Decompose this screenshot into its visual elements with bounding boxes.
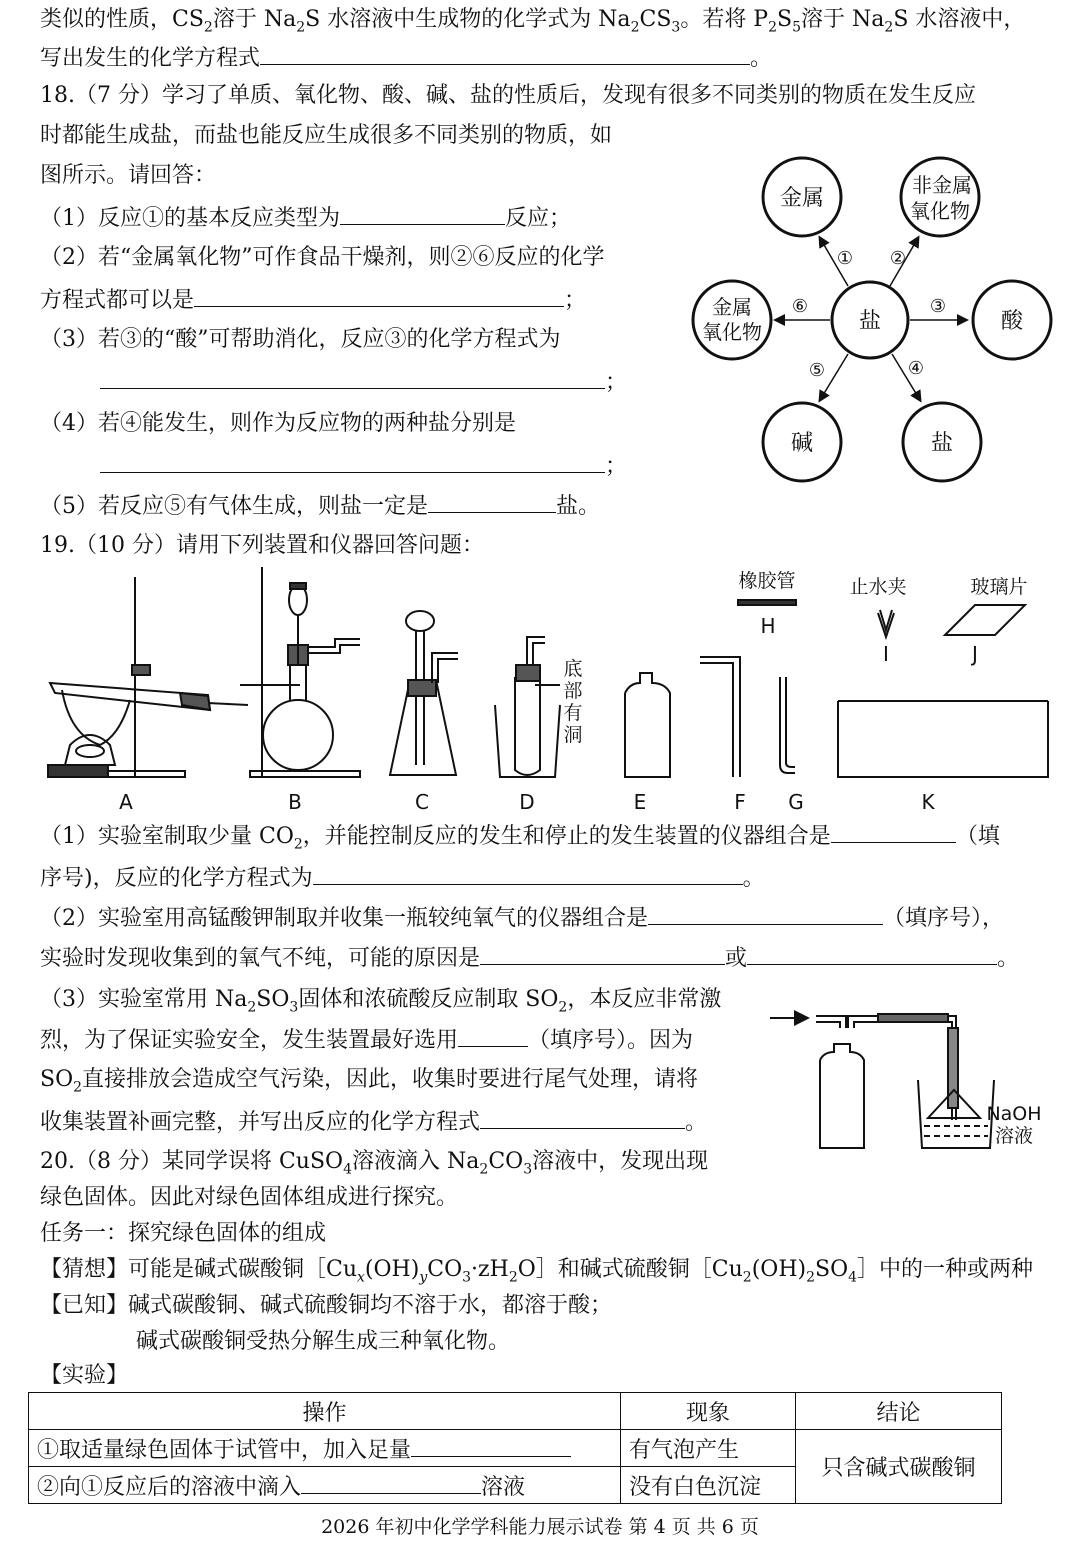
- num-2: ②: [889, 248, 907, 269]
- q18-part3: （3）若③的“酸”可帮助消化，反应③的化学方程式为: [40, 327, 561, 352]
- answer-blank[interactable]: [648, 904, 883, 925]
- answer-blank[interactable]: [480, 944, 725, 965]
- answer-blank[interactable]: [428, 492, 556, 513]
- d-note-1: 底: [563, 658, 583, 680]
- q18-stem3: 图所示。请回答：: [40, 163, 217, 188]
- metal-oxide-label-2: 氧化物: [702, 320, 762, 344]
- q20-exp-heading: 【实验】: [40, 1363, 129, 1388]
- metal-oxide-label-1: 金属: [712, 295, 752, 319]
- answer-blank[interactable]: [260, 44, 750, 65]
- q18-part1: （1）反应①的基本反应类型为 反应；: [40, 206, 572, 231]
- label-f: F: [734, 790, 746, 814]
- salt-reaction-diagram: [680, 150, 1065, 495]
- conclusion-cell: 只含碱式碳酸铜: [796, 1430, 1002, 1504]
- q20-known1: 【已知】碱式碳酸铜、碱式硫酸铜均不溶于水，都溶于酸；: [40, 1293, 613, 1318]
- apparatus-c: [390, 611, 458, 775]
- q19-part2b: 实验时发现收集到的氧气不纯，可能的原因是 或 。: [40, 946, 1020, 971]
- apparatus-figure: [40, 565, 1060, 817]
- answer-blank[interactable]: [747, 944, 997, 965]
- header-operation: 操作: [29, 1393, 621, 1430]
- label-a: A: [119, 790, 133, 814]
- rubber-tube-name: 橡胶管: [738, 570, 796, 592]
- q20-stem2: 绿色固体。因此对绿色固体组成进行探究。: [40, 1185, 459, 1210]
- q19-stem: 19.（10 分）请用下列装置和仪器回答问题：: [40, 533, 484, 558]
- q18-part5: （5）若反应⑤有气体生成，则盐一定是 盐。: [40, 494, 601, 519]
- q18-part2a: （2）若“金属氧化物”可作食品干燥剂，则②⑥反应的化学: [40, 245, 605, 270]
- answer-blank[interactable]: [340, 204, 505, 225]
- rubber-tube: [738, 600, 796, 605]
- answer-blank[interactable]: [313, 864, 743, 885]
- q18-part4: （4）若④能发生，则作为反应物的两种盐分别是: [40, 411, 516, 436]
- label-k: K: [921, 790, 935, 814]
- apparatus-g: [780, 677, 795, 773]
- q18-part3-blank: ；: [100, 368, 627, 397]
- answer-blank[interactable]: [831, 822, 956, 843]
- q18-stem2: 时都能生成盐，而盐也能反应生成很多不同类别的物质，如: [40, 123, 613, 148]
- apparatus-f: [700, 657, 740, 777]
- q19-part3b: 烈，为了保证实验安全，发生装置最好选用 （填序号）。因为: [40, 1028, 694, 1053]
- answer-blank[interactable]: [411, 1436, 571, 1457]
- label-j: J: [972, 642, 978, 666]
- num-1: ①: [836, 248, 854, 269]
- num-4: ④: [907, 358, 925, 379]
- header-phenomenon: 现象: [621, 1393, 796, 1430]
- row1-phenomenon: 有气泡产生: [621, 1430, 796, 1467]
- naoh-label-1: NaOH: [986, 1103, 1042, 1125]
- q17-line1: 类似的性质，$CS_2$溶于 $Na_2S$ 水溶液中生成物的化学式为 $Na_2CS_3$。若将 $P_2S_5$溶于 $Na_2S$ 水溶液中，: [40, 7, 1026, 36]
- nonmetal-label-1: 非金属: [912, 173, 972, 197]
- d-note-2: 部: [563, 680, 583, 702]
- base-label: 碱: [790, 431, 814, 456]
- page-footer: 2026 年初中化学学科能力展示试卷 第 4 页 共 6 页: [321, 1516, 759, 1538]
- clamp: [878, 610, 894, 637]
- q19-part1b: 序号)，反应的化学方程式为 。: [40, 866, 765, 891]
- glass-plate: [945, 605, 1025, 635]
- table-header-row: [29, 1393, 1002, 1430]
- glass-plate-name: 玻璃片: [970, 576, 1028, 598]
- q20-stem1: 20.（8 分）某同学误将 CuSO$_4$溶液滴入 $Na_2CO_3$溶液中，发现出现: [40, 1149, 709, 1178]
- row2-phenomenon: 没有白色沉淀: [621, 1467, 796, 1504]
- num-5: ⑤: [808, 360, 826, 381]
- num-6: ⑥: [791, 296, 809, 317]
- metal-label: 金属: [779, 186, 825, 211]
- label-h: H: [760, 614, 776, 638]
- q17-line2: 写出发生的化学方程式 。: [40, 46, 773, 71]
- header-conclusion: 结论: [796, 1393, 1002, 1430]
- acid-label: 酸: [1000, 309, 1024, 334]
- apparatus-a: [48, 577, 248, 777]
- naoh-label-2: 溶液: [994, 1125, 1034, 1147]
- q19-part2a: （2）实验室用高锰酸钾制取并收集一瓶较纯氧气的仪器组合是 （填序号），: [40, 906, 1005, 931]
- q19-part3d: 收集装置补画完整，并写出反应的化学方程式 。: [40, 1110, 708, 1135]
- label-b: B: [288, 790, 302, 814]
- q19-part3c: $SO_2$直接排放会造成空气污染，因此，收集时要进行尾气处理，请将: [40, 1067, 699, 1096]
- q18-part2b: 方程式都可以是 ；: [40, 288, 587, 313]
- apparatus-d: [495, 637, 560, 777]
- experiment-table: [28, 1392, 1002, 1504]
- salt-label: 盐: [930, 431, 954, 456]
- so2-collection-setup: [768, 1000, 1068, 1155]
- center-label: 盐: [858, 309, 882, 334]
- answer-blank[interactable]: [100, 452, 605, 473]
- clamp-name: 止水夹: [849, 576, 907, 598]
- q18-part4-blank: ；: [100, 452, 627, 481]
- q19-part3a: （3）实验室常用 $Na_2SO_3$固体和浓硫酸反应制取 $SO_2$，本反应非常激: [40, 987, 722, 1016]
- label-i: I: [883, 642, 889, 666]
- row2-operation: ②向①反应后的溶液中滴入 溶液: [29, 1467, 621, 1504]
- label-d: D: [519, 790, 535, 814]
- table-row: [29, 1430, 1002, 1467]
- nonmetal-label-2: 氧化物: [910, 199, 970, 223]
- answer-blank[interactable]: [194, 286, 564, 307]
- apparatus-k: [838, 701, 1048, 777]
- nonmetal-oxide-circle: [901, 158, 979, 236]
- label-g: G: [788, 790, 804, 814]
- apparatus-e: [625, 673, 670, 777]
- apparatus-b: [240, 567, 360, 777]
- answer-blank[interactable]: [480, 1108, 685, 1129]
- d-note-3: 有: [563, 702, 583, 724]
- q20-task: 任务一：探究绿色固体的组成: [40, 1221, 327, 1246]
- q20-known2: 碱式碳酸铜受热分解生成三种氧化物。: [136, 1329, 511, 1354]
- answer-blank[interactable]: [100, 368, 605, 389]
- d-note-4: 洞: [563, 724, 583, 746]
- answer-blank[interactable]: [458, 1026, 528, 1047]
- label-e: E: [633, 790, 647, 814]
- num-3: ③: [929, 296, 947, 317]
- q18-stem1: 18.（7 分）学习了单质、氧化物、酸、碱、盐的性质后，发现有很多不同类别的物质在发生反应: [40, 83, 976, 108]
- q19-part1a: （1）实验室制取少量 $CO_2$，并能控制反应的发生和停止的发生装置的仪器组合是 （填: [40, 824, 1000, 853]
- answer-blank[interactable]: [301, 1473, 481, 1494]
- row1-operation: ①取适量绿色固体于试管中，加入足量: [29, 1430, 621, 1467]
- q20-guess: 【猜想】可能是碱式碳酸铜$[Cu_x(OH)_yCO_3\cdot zH_2O]$和碱式硫酸铜$[Cu_2(OH)_2SO_4]$中的一种或两种: [40, 1257, 1034, 1286]
- label-c: C: [415, 790, 429, 814]
